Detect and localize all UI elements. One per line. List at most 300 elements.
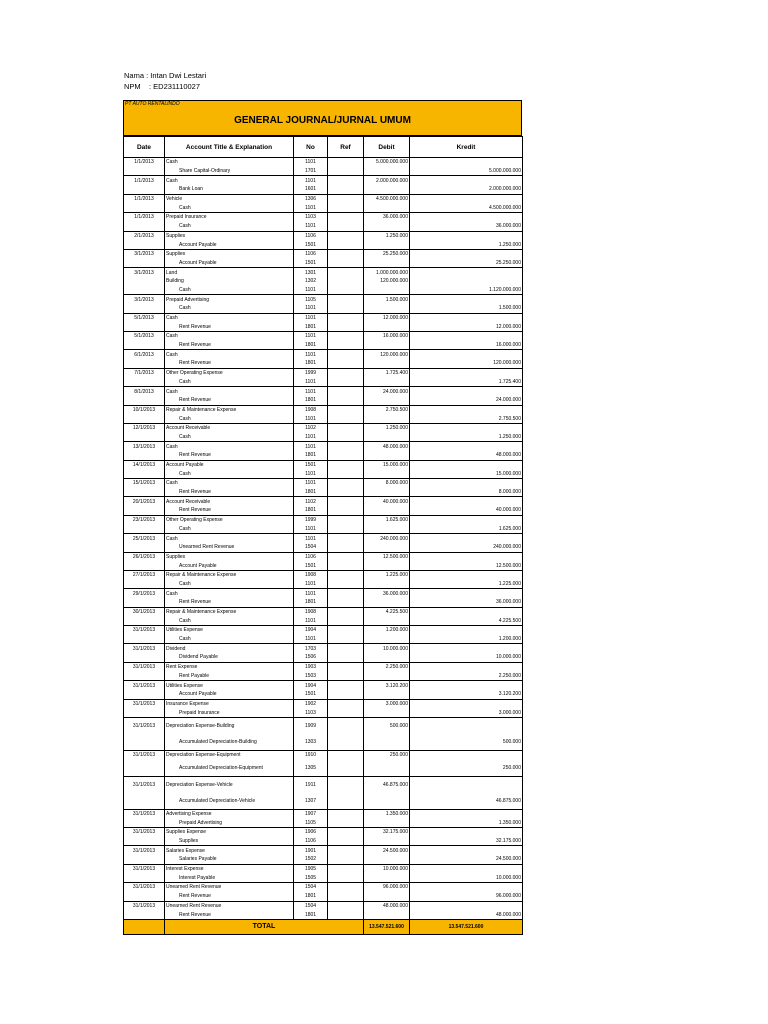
table-row [124,681,523,690]
row-no: 1502 [294,855,328,864]
row-date: 31/1/2013 [124,717,165,734]
table-row [124,570,523,579]
total-kredit: 13.547.521.600 [410,919,523,934]
row-kredit: 12.000.000 [410,322,523,331]
table-row [124,662,523,671]
table-row [124,313,523,322]
row-kredit: 48.000.000 [410,451,523,460]
row-account: Account Payable [165,240,294,249]
row-kredit: 2.750.500 [410,414,523,423]
table-row [124,855,523,864]
row-debit: 36.000.000 [364,589,410,598]
row-date [124,653,165,662]
row-kredit: 500.000 [410,734,523,751]
row-ref [328,864,364,873]
table-row [124,433,523,442]
row-kredit: 1.350.000 [410,818,523,827]
row-no: 1903 [294,662,328,671]
row-kredit: 240.000.000 [410,543,523,552]
row-no: 1801 [294,506,328,515]
row-no: 1801 [294,322,328,331]
table-row [124,734,523,751]
row-no: 1106 [294,249,328,258]
row-account: Cash [165,414,294,423]
row-ref [328,268,364,277]
col-ref: Ref [328,137,364,158]
row-date [124,690,165,699]
row-date: 10/1/2013 [124,405,165,414]
row-ref [328,776,364,793]
row-debit [364,451,410,460]
row-kredit: 36.000.000 [410,598,523,607]
table-row [124,873,523,882]
table-row [124,185,523,194]
row-account: Cash [165,378,294,387]
row-debit [364,341,410,350]
row-account: Unearned Rent Revenue [165,883,294,892]
row-ref [328,662,364,671]
row-ref [328,793,364,810]
row-date: 26/1/2013 [124,552,165,561]
row-date [124,469,165,478]
row-account: Prepaid Insurance [165,213,294,222]
row-date [124,760,165,777]
row-date: 1/1/2013 [124,194,165,203]
row-kredit: 15.000.000 [410,469,523,478]
row-account: Cash [165,387,294,396]
row-account: Utilities Expense [165,681,294,690]
row-date [124,304,165,313]
row-no: 1911 [294,776,328,793]
row-debit: 3.000.000 [364,699,410,708]
row-no: 1106 [294,231,328,240]
row-kredit [410,460,523,469]
row-ref [328,368,364,377]
row-account: Supplies Expense [165,828,294,837]
row-date: 31/1/2013 [124,846,165,855]
row-account: Repair & Maintenance Expense [165,570,294,579]
row-debit [364,760,410,777]
company-name: PT AUTO RENTALINDO [125,101,180,107]
row-date [124,672,165,681]
row-date [124,837,165,846]
table-row [124,580,523,589]
row-kredit: 16.000.000 [410,341,523,350]
table-row [124,818,523,827]
row-ref [328,552,364,561]
row-ref [328,570,364,579]
row-kredit: 24.000.000 [410,396,523,405]
row-debit: 25.250.000 [364,249,410,258]
row-no: 1999 [294,515,328,524]
row-kredit: 46.875.000 [410,793,523,810]
student-name: Nama : Intan Dwi Lestari [124,71,207,80]
row-debit [364,359,410,368]
row-account: Cash [165,635,294,644]
row-account: Accumulated Depreciation-Building [165,734,294,751]
row-kredit [410,699,523,708]
row-debit: 1.725.400 [364,368,410,377]
row-kredit [410,231,523,240]
row-ref [328,717,364,734]
row-account: Supplies [165,249,294,258]
row-date: 3/1/2013 [124,268,165,277]
row-ref [328,561,364,570]
row-date: 7/1/2013 [124,368,165,377]
row-no: 1505 [294,873,328,882]
table-row [124,598,523,607]
row-ref [328,387,364,396]
row-ref [328,635,364,644]
row-debit [364,543,410,552]
row-ref [328,433,364,442]
row-account: Supplies [165,552,294,561]
table-row [124,589,523,598]
row-debit [364,259,410,268]
table-row [124,231,523,240]
row-account: Rent Revenue [165,451,294,460]
row-account: Cash [165,304,294,313]
row-account: Repair & Maintenance Expense [165,405,294,414]
row-kredit [410,423,523,432]
row-kredit: 10.000.000 [410,653,523,662]
row-account: Cash [165,616,294,625]
row-kredit: 40.000.000 [410,506,523,515]
row-account: Rent Revenue [165,910,294,919]
row-account: Rent Revenue [165,341,294,350]
journal-table [123,136,523,935]
row-date [124,598,165,607]
table-row [124,635,523,644]
row-kredit [410,268,523,277]
row-kredit [410,776,523,793]
row-account: Rent Revenue [165,892,294,901]
row-no: 1303 [294,734,328,751]
row-account: Land [165,268,294,277]
row-ref [328,442,364,451]
row-no: 1106 [294,837,328,846]
table-row [124,268,523,277]
row-ref [328,828,364,837]
row-debit: 3.120.200 [364,681,410,690]
row-ref [328,469,364,478]
row-account: Share Capital-Ordinary [165,167,294,176]
row-kredit [410,277,523,286]
row-ref [328,892,364,901]
row-ref [328,359,364,368]
table-row [124,350,523,359]
table-row [124,552,523,561]
row-date: 31/1/2013 [124,901,165,910]
row-kredit: 1.725.400 [410,378,523,387]
row-date: 1/1/2013 [124,158,165,167]
row-kredit: 24.500.000 [410,855,523,864]
row-ref [328,506,364,515]
row-date: 20/1/2013 [124,497,165,506]
table-row [124,543,523,552]
row-debit [364,708,410,717]
table-row [124,359,523,368]
table-row [124,259,523,268]
row-no: 1302 [294,277,328,286]
table-row [124,158,523,167]
row-kredit: 25.250.000 [410,259,523,268]
row-debit [364,734,410,751]
table-row [124,387,523,396]
row-no: 1909 [294,717,328,734]
row-kredit [410,194,523,203]
row-no: 1905 [294,864,328,873]
row-account: Account Payable [165,259,294,268]
row-no: 1102 [294,497,328,506]
row-ref [328,543,364,552]
row-date: 31/1/2013 [124,750,165,759]
row-debit: 1.200.000 [364,626,410,635]
row-account: Prepaid Advertising [165,818,294,827]
row-account: Salaries Payable [165,855,294,864]
table-row [124,222,523,231]
row-debit [364,561,410,570]
row-ref [328,734,364,751]
row-ref [328,525,364,534]
row-no: 1101 [294,616,328,625]
row-kredit [410,626,523,635]
row-debit: 24.000.000 [364,387,410,396]
row-date: 23/1/2013 [124,515,165,524]
row-ref [328,295,364,304]
row-kredit [410,176,523,185]
row-date [124,793,165,810]
row-kredit [410,883,523,892]
row-account: Accumulated Depreciation-Vehicle [165,793,294,810]
row-kredit: 1.625.000 [410,525,523,534]
row-debit: 48.000.000 [364,901,410,910]
row-kredit: 48.000.000 [410,910,523,919]
row-no: 1106 [294,552,328,561]
row-account: Account Receivable [165,497,294,506]
row-no: 1801 [294,359,328,368]
row-kredit [410,249,523,258]
table-row [124,469,523,478]
row-no: 1908 [294,607,328,616]
table-row [124,525,523,534]
row-ref [328,396,364,405]
row-debit [364,488,410,497]
row-debit: 120.000.000 [364,277,410,286]
row-no: 1301 [294,268,328,277]
row-kredit: 2.250.000 [410,672,523,681]
row-account: Supplies [165,837,294,846]
row-no: 1801 [294,396,328,405]
row-kredit [410,497,523,506]
table-row [124,653,523,662]
table-row [124,846,523,855]
row-kredit: 1.200.000 [410,635,523,644]
row-ref [328,451,364,460]
row-no: 1305 [294,760,328,777]
table-row [124,910,523,919]
total-debit: 13.547.521.600 [364,919,410,934]
row-ref [328,423,364,432]
row-debit: 1.000.000.000 [364,268,410,277]
row-debit: 36.000.000 [364,213,410,222]
row-date [124,580,165,589]
row-ref [328,690,364,699]
row-debit: 4.225.500 [364,607,410,616]
row-kredit: 3.000.000 [410,708,523,717]
row-no: 1501 [294,460,328,469]
table-row [124,561,523,570]
row-date: 30/1/2013 [124,607,165,616]
row-debit [364,910,410,919]
row-account: Rent Revenue [165,598,294,607]
row-account: Dividend [165,644,294,653]
row-debit [364,635,410,644]
row-no: 1501 [294,690,328,699]
row-no: 1101 [294,378,328,387]
row-ref [328,460,364,469]
table-row [124,304,523,313]
row-debit: 10.000.000 [364,644,410,653]
row-kredit [410,368,523,377]
row-date: 5/1/2013 [124,332,165,341]
row-account: Cash [165,176,294,185]
row-date: 15/1/2013 [124,479,165,488]
table-row [124,460,523,469]
row-ref [328,708,364,717]
row-date [124,259,165,268]
row-kredit [410,750,523,759]
row-debit [364,837,410,846]
total-label: TOTAL [165,919,364,934]
row-no: 1101 [294,414,328,423]
col-no: No [294,137,328,158]
row-debit [364,818,410,827]
row-debit [364,506,410,515]
row-date: 25/1/2013 [124,534,165,543]
row-ref [328,750,364,759]
row-date: 31/1/2013 [124,644,165,653]
row-ref [328,616,364,625]
row-ref [328,249,364,258]
row-kredit [410,846,523,855]
row-account: Account Payable [165,561,294,570]
row-no: 1999 [294,368,328,377]
row-ref [328,185,364,194]
row-ref [328,901,364,910]
row-date: 31/1/2013 [124,681,165,690]
row-no: 1901 [294,846,328,855]
row-date: 3/1/2013 [124,249,165,258]
row-account: Unearned Rent Revenue [165,543,294,552]
row-no: 1904 [294,626,328,635]
row-debit: 12.000.000 [364,313,410,322]
row-ref [328,626,364,635]
row-kredit: 1.500.000 [410,304,523,313]
row-ref [328,259,364,268]
row-date: 27/1/2013 [124,570,165,579]
row-no: 1101 [294,304,328,313]
row-debit: 1.250.000 [364,423,410,432]
journal-sheet [123,100,522,935]
row-date: 31/1/2013 [124,828,165,837]
table-row [124,690,523,699]
row-account: Bank Loan [165,185,294,194]
row-date: 5/1/2013 [124,313,165,322]
journal-body [124,158,523,920]
row-ref [328,213,364,222]
row-ref [328,313,364,322]
row-ref [328,497,364,506]
row-no: 1801 [294,451,328,460]
row-no: 1501 [294,561,328,570]
row-debit: 120.000.000 [364,350,410,359]
row-kredit [410,589,523,598]
row-no: 1703 [294,644,328,653]
row-kredit [410,662,523,671]
row-ref [328,322,364,331]
row-date [124,734,165,751]
row-no: 1904 [294,681,328,690]
row-account: Other Operating Expense [165,368,294,377]
row-date: 2/1/2013 [124,231,165,240]
row-no: 1101 [294,534,328,543]
row-kredit [410,607,523,616]
row-no: 1503 [294,672,328,681]
table-row [124,167,523,176]
row-date [124,341,165,350]
student-info [124,70,206,92]
row-kredit [410,828,523,837]
row-debit: 15.000.000 [364,460,410,469]
row-kredit: 250.000 [410,760,523,777]
table-row [124,194,523,203]
row-date: 31/1/2013 [124,883,165,892]
table-row [124,423,523,432]
row-date [124,506,165,515]
row-debit [364,222,410,231]
row-ref [328,699,364,708]
row-account: Interest Expense [165,864,294,873]
row-ref [328,231,364,240]
row-no: 1101 [294,203,328,212]
row-ref [328,846,364,855]
table-row [124,405,523,414]
row-no: 1101 [294,433,328,442]
row-kredit: 36.000.000 [410,222,523,231]
row-account: Salaries Expense [165,846,294,855]
table-row [124,332,523,341]
table-row [124,750,523,759]
row-debit: 250.000 [364,750,410,759]
row-account: Depreciation Expense-Equipment [165,750,294,759]
row-ref [328,378,364,387]
row-debit: 10.000.000 [364,864,410,873]
row-debit: 1.350.000 [364,809,410,818]
row-kredit: 1.120.000.000 [410,286,523,295]
table-row [124,672,523,681]
row-no: 1504 [294,543,328,552]
row-debit: 240.000.000 [364,534,410,543]
row-ref [328,240,364,249]
row-ref [328,167,364,176]
row-debit: 2.250.000 [364,662,410,671]
row-debit [364,185,410,194]
row-account: Advertising Expense [165,809,294,818]
row-date [124,359,165,368]
row-kredit: 4.225.500 [410,616,523,625]
row-debit [364,672,410,681]
